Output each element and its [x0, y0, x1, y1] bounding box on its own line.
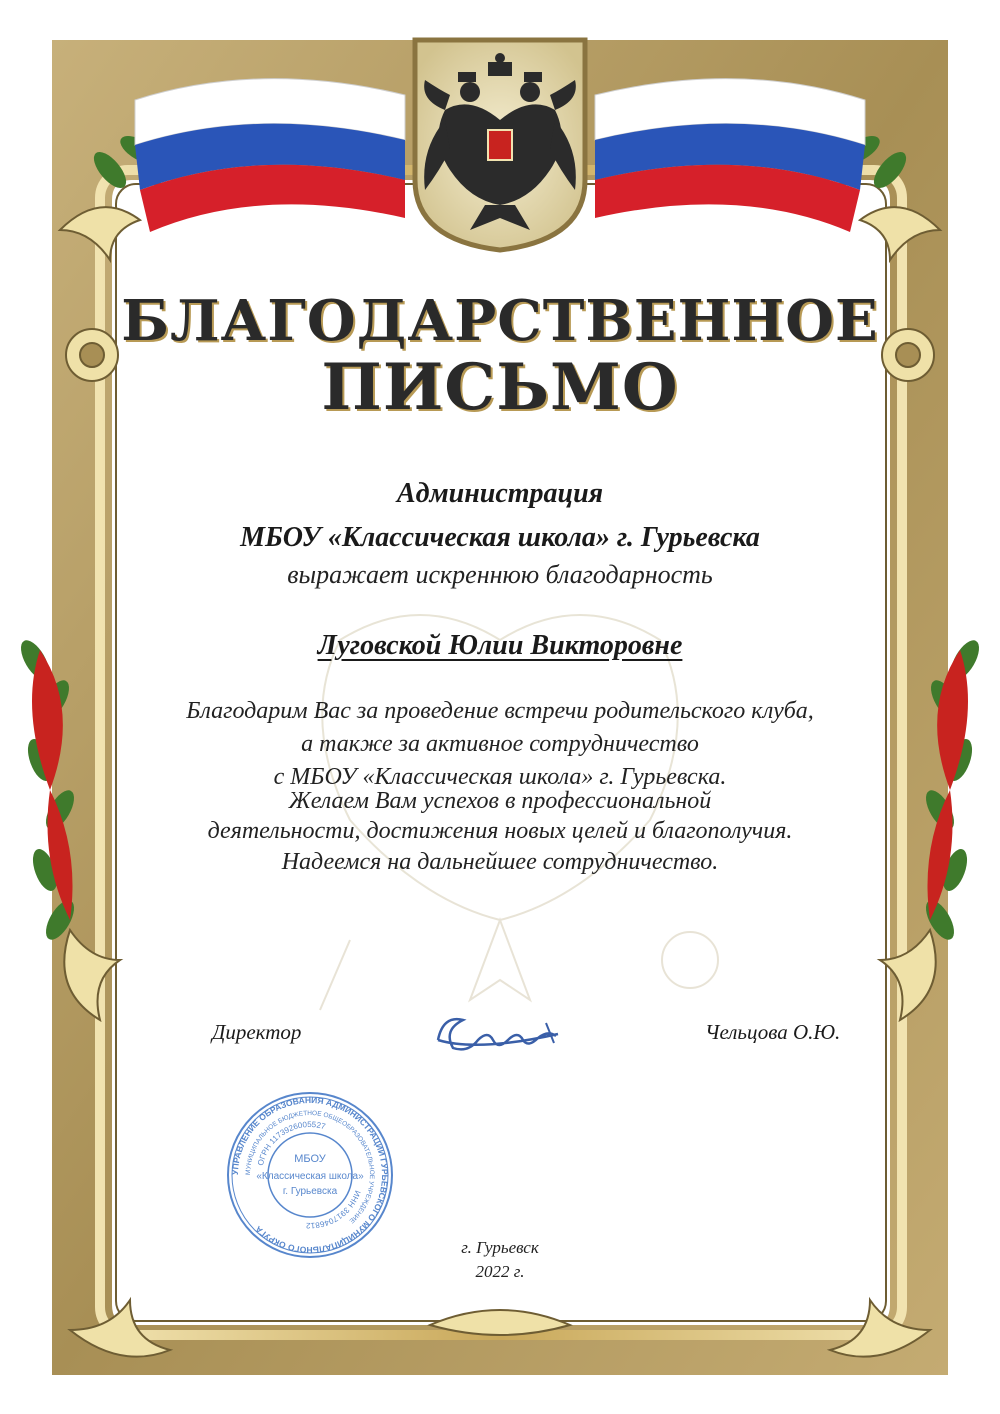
stamp-ogrn: ОГРН 1173926005527	[255, 1119, 327, 1167]
stamp-middle-text: МУНИЦИПАЛЬНОЕ БЮДЖЕТНОЕ ОБЩЕОБРАЗОВАТЕЛЬНОЕ УЧРЕЖДЕНИЕ	[244, 1109, 376, 1225]
official-stamp	[225, 1090, 395, 1260]
body-line-6: Надеемся на дальнейшее сотрудничество.	[281, 849, 719, 875]
handwritten-signature	[418, 1005, 578, 1065]
footer-year: 2022 г.	[475, 1262, 525, 1281]
gratitude-expression: выражает искреннюю благодарность	[287, 560, 713, 589]
coat-of-arms-emblem	[415, 40, 585, 250]
body-line-1: Благодарим Вас за проведение встречи родительского клуба,	[186, 698, 814, 724]
body-line-5: деятельности, достижения новых целей и благополучия.	[207, 818, 793, 844]
stamp-inn: ИНН 3917046812	[305, 1189, 363, 1231]
stamp-center-2: «Классическая школа»	[256, 1171, 364, 1182]
body-line-4: Желаем Вам успехов в профессиональной	[288, 788, 712, 814]
body-line-3: с МБОУ «Классическая школа» г. Гурьевска.	[273, 764, 727, 790]
recipient-name: Луговской Юлии Викторовне	[317, 630, 683, 661]
flag-left	[135, 79, 405, 232]
red-shield-icon	[488, 130, 512, 160]
stamp-outer-text: УПРАВЛЕНИЕ ОБРАЗОВАНИЯ АДМИНИСТРАЦИИ ГУРЬЕВСКОГО МУНИЦИПАЛЬНОГО ОКРУГА	[229, 1094, 391, 1256]
signature-position: Директор	[212, 1020, 302, 1044]
sender-line-2: МБОУ «Классическая школа» г. Гурьевска	[240, 522, 760, 553]
flag-right	[595, 79, 865, 232]
footer-city: г. Гурьевск	[461, 1238, 539, 1257]
sender-line-1: Администрация	[396, 478, 604, 509]
title-line-2: ПИСЬМО	[321, 350, 679, 425]
body-line-2: а также за активное сотрудничество	[301, 731, 699, 757]
stamp-center-3: г. Гурьевска	[282, 1186, 338, 1197]
title-line-1: БЛАГОДАРСТВЕННОЕ	[121, 288, 879, 354]
signatory-name: Чельцова О.Ю.	[705, 1020, 841, 1044]
stamp-center-1: МБОУ	[294, 1153, 326, 1165]
